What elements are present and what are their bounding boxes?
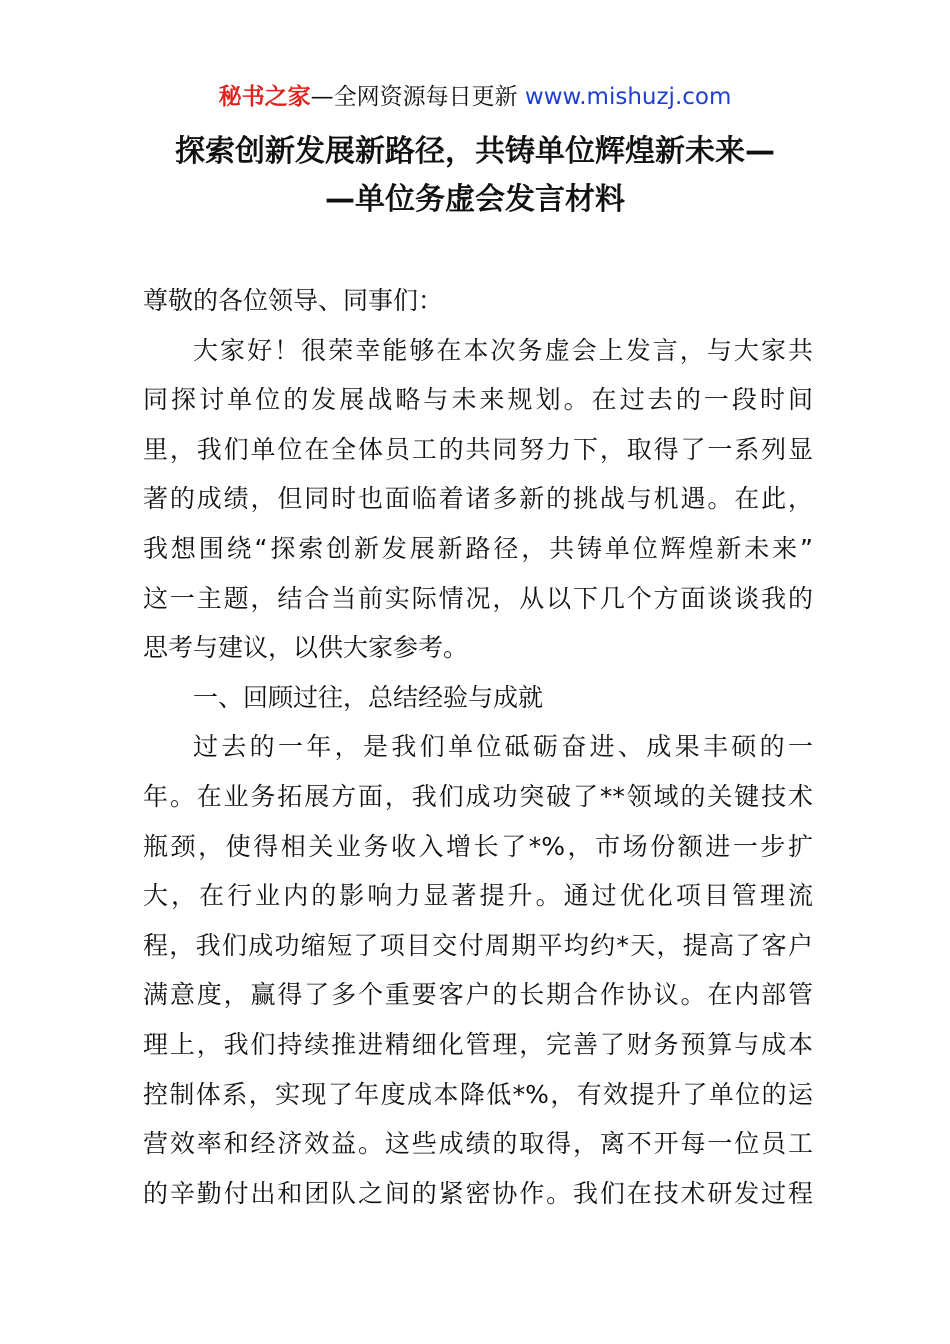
body-line: 营效率和经济效益。这些成绩的取得，离不开每一位员工 [143, 1129, 813, 1159]
body-line: 思考与建议，以供大家参考。 [143, 633, 469, 663]
body-line: 同探讨单位的发展战略与未来规划。在过去的一段时间 [143, 385, 813, 415]
body-line: 的辛勤付出和团队之间的紧密协作。我们在技术研发过程 [143, 1178, 813, 1208]
body-line: 过去的一年，是我们单位砥砺奋进、成果丰硕的一 [193, 732, 813, 762]
body-line: 控制体系，实现了年度成本降低*%，有效提升了单位的运 [143, 1079, 813, 1109]
header-tagline: —全网资源每日更新 [310, 84, 518, 110]
site-header [0, 80, 950, 114]
body-line: 瓶颈，使得相关业务收入增长了*%，市场份额进一步扩 [143, 831, 813, 861]
body-line: 我想围绕“探索创新发展新路径，共铸单位辉煌新未来” [143, 533, 813, 563]
salutation: 尊敬的各位领导、同事们： [143, 286, 444, 315]
document-title-line-2: —单位务虚会发言材料 [325, 182, 625, 217]
document-title-line-1: 探索创新发展新路径，共铸单位辉煌新未来— [175, 134, 775, 169]
brand-name: 秘书之家 [218, 84, 311, 110]
document-body [143, 276, 813, 1218]
body-line: 程，我们成功缩短了项目交付周期平均约*天，提高了客户 [143, 930, 813, 960]
body-line: 理上，我们持续推进精细化管理，完善了财务预算与成本 [143, 1029, 813, 1059]
body-line: 著的成绩，但同时也面临着诸多新的挑战与机遇。在此， [143, 484, 813, 514]
site-url[interactable]: www.mishuzj.com [524, 84, 732, 110]
body-line: 满意度，赢得了多个重要客户的长期合作协议。在内部管 [143, 980, 813, 1010]
body-line: 这一主题，结合当前实际情况，从以下几个方面谈谈我的 [143, 583, 813, 613]
body-line: 年。在业务拓展方面，我们成功突破了**领域的关键技术 [143, 781, 813, 811]
section-heading: 一、回顾过往，总结经验与成就 [193, 682, 544, 712]
body-line: 里，我们单位在全体员工的共同努力下，取得了一系列显 [143, 434, 813, 464]
body-line: 大，在行业内的影响力显著提升。通过优化项目管理流 [143, 881, 813, 911]
body-line: 大家好！很荣幸能够在本次务虚会上发言，与大家共 [193, 335, 813, 365]
